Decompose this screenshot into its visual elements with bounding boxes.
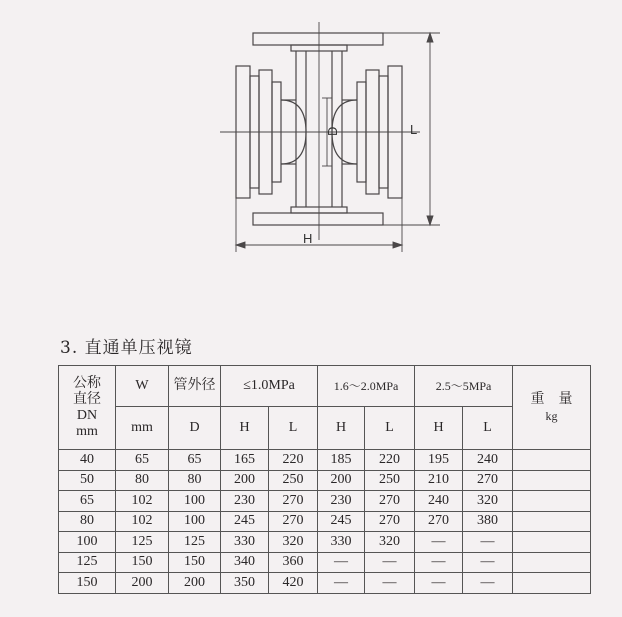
table-cell: 380 [463,511,513,532]
table-row [59,491,591,512]
header-l: L [463,407,513,450]
table-cell: — [365,552,415,573]
table-cell: 270 [269,511,318,532]
header-pressure-1: ≤1.0MPa [221,366,318,407]
table-cell: 100 [169,511,221,532]
header-w-unit: mm [116,407,169,450]
table-row [59,532,591,553]
table-cell [513,532,591,553]
dim-L-label: L [410,122,418,137]
table-cell: 150 [116,552,169,573]
sight-glass-drawing [0,0,622,300]
table-cell: 50 [59,470,116,491]
table-cell: 200 [221,470,269,491]
table-cell: 185 [318,450,365,471]
table-cell [513,470,591,491]
top-flange [253,33,383,45]
table-cell: 150 [169,552,221,573]
table-cell [513,450,591,471]
table-cell: 320 [365,532,415,553]
header-w: W [116,366,169,407]
table-cell [513,573,591,594]
table-cell: 200 [169,573,221,594]
table-cell: 65 [59,491,116,512]
table-cell: 200 [318,470,365,491]
table-cell: 195 [415,450,463,471]
section-title-text: 直通单压视镜 [84,338,193,358]
table-cell: 80 [169,470,221,491]
table-cell: 65 [169,450,221,471]
header-h: H [221,407,269,450]
table-cell: 250 [365,470,415,491]
table-cell: 210 [415,470,463,491]
header-dn: 公称 直径 DN mm [59,366,116,450]
table-cell: 240 [415,491,463,512]
table-cell: 330 [318,532,365,553]
header-pipe-od: 管外径 [169,366,221,407]
table-cell: — [365,573,415,594]
table-cell: 230 [221,491,269,512]
table-cell: 125 [169,532,221,553]
spec-table [58,365,591,594]
table-cell: — [463,532,513,553]
table-cell: 200 [116,573,169,594]
table-cell [513,491,591,512]
table-row [59,470,591,491]
table-cell: 340 [221,552,269,573]
table-cell: 125 [59,552,116,573]
header-l: L [365,407,415,450]
header-h: H [415,407,463,450]
dim-D-label: D [325,126,340,136]
table-cell: 270 [415,511,463,532]
table-cell: 100 [59,532,116,553]
table-cell: 330 [221,532,269,553]
table-cell [513,552,591,573]
header-pressure-2: 1.6～2.0MPa [318,366,415,407]
dim-H-label: H [303,231,313,246]
table-cell: — [463,552,513,573]
table-cell: 245 [221,511,269,532]
header-pipe-od-sub: D [169,407,221,450]
table-cell: 320 [269,532,318,553]
table-cell: 100 [169,491,221,512]
table-cell: 270 [365,491,415,512]
table-cell: 270 [463,470,513,491]
table-cell: 80 [116,470,169,491]
table-cell: 250 [269,470,318,491]
table-cell: 360 [269,552,318,573]
section-title [60,333,193,358]
table-cell: — [463,573,513,594]
table-cell: 240 [463,450,513,471]
table-row [59,573,591,594]
table-cell: — [415,532,463,553]
table-cell: 245 [318,511,365,532]
table-cell: 65 [116,450,169,471]
table-cell: 220 [269,450,318,471]
table-cell: 102 [116,491,169,512]
table-cell: 270 [269,491,318,512]
table-cell: 420 [269,573,318,594]
header-pressure-3: 2.5～5MPa [415,366,513,407]
table-cell: 102 [116,511,169,532]
table-row [59,552,591,573]
table-cell [513,511,591,532]
table-cell: 165 [221,450,269,471]
table-cell: 150 [59,573,116,594]
header-l: L [269,407,318,450]
table-cell: — [318,573,365,594]
table-cell: 320 [463,491,513,512]
table-cell: 270 [365,511,415,532]
header-h: H [318,407,365,450]
header-weight: 重 量 kg [513,366,591,450]
table-cell: — [415,573,463,594]
table-cell: 350 [221,573,269,594]
table-cell: — [318,552,365,573]
table-cell: 40 [59,450,116,471]
table-row [59,450,591,471]
table-cell: 220 [365,450,415,471]
table-row [59,511,591,532]
section-number: 3. [60,338,79,358]
table-cell: 80 [59,511,116,532]
table-cell: — [415,552,463,573]
table-cell: 230 [318,491,365,512]
bottom-flange [253,213,383,225]
table-cell: 125 [116,532,169,553]
